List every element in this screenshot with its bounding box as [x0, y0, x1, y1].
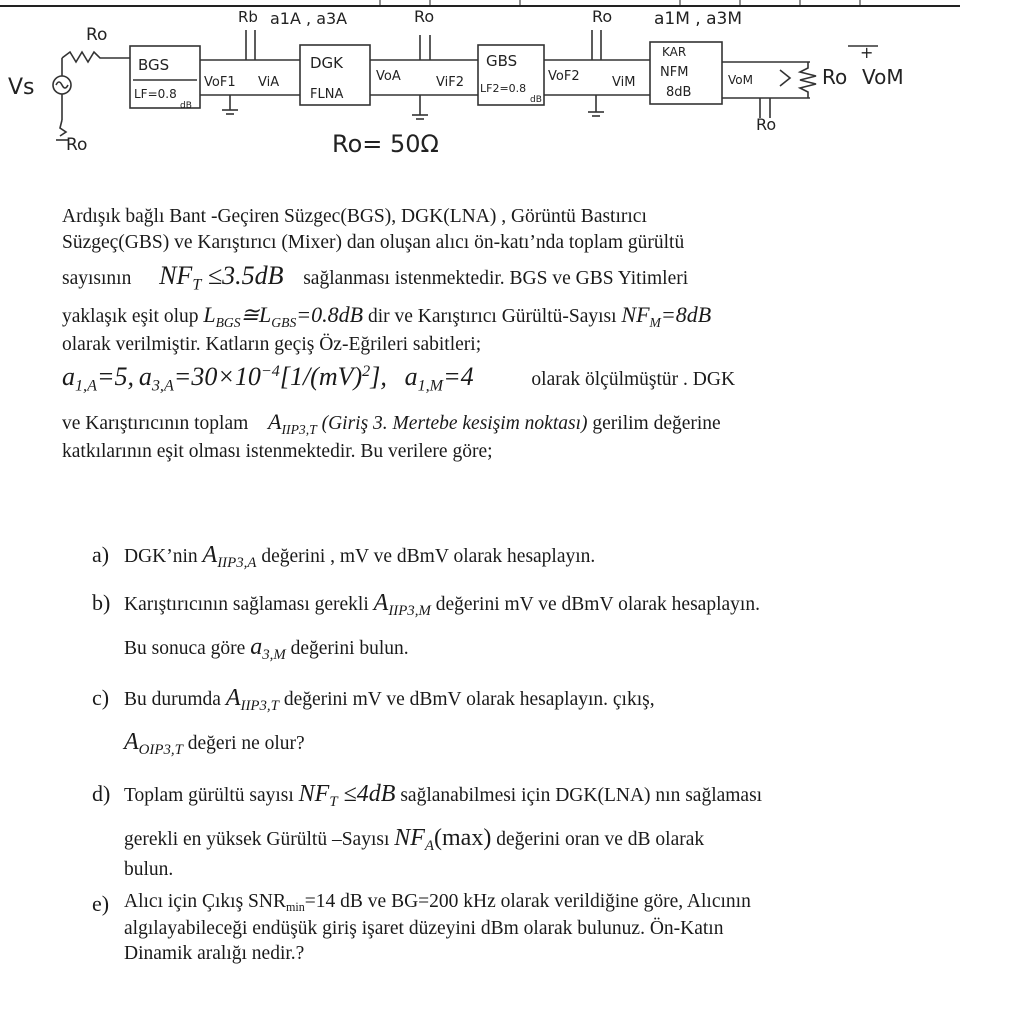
text-line: sayısının $NF_T \le 3.5dB$ sağlanması istenmektedir. BGS ve GBS Yitimleri [62, 261, 689, 295]
label-via1: ViA [258, 75, 280, 90]
a1a-value: $a_{1,A}=5$, [62, 361, 134, 395]
label-gbs: GBS [486, 52, 518, 70]
question-b: b) Karıştırıcının sağlaması gerekli $A_{IIP3,M}$ değerini mV ve dBmV olarak hesaplayın. Bu sonuca göre $a_{3,M}$ değerini bulun. [92, 589, 760, 663]
question-letter: a) [92, 542, 110, 567]
coefficient-line: $a_{1,A}=5$, $a_{3,A}=30\times 10^{-4}[1/(mV)^2]$, $a_{1,M}=4$ olarak ölçülmüştür . DGK [62, 361, 736, 395]
label-dgk: DGK [310, 54, 344, 72]
question-letter: b) [92, 589, 111, 615]
label-ro-bottom-left: Ro [66, 135, 88, 155]
label-voa: VoA [376, 69, 401, 84]
aiip3t-symbol: $A_{IIP3,T}$ [268, 408, 317, 437]
receiver-block-diagram [0, 0, 1009, 200]
a1m-value: $a_{1,M}=4$ [404, 361, 474, 395]
label-ro-right: Ro [592, 7, 613, 26]
label-nfm-value: 8dB [666, 85, 692, 100]
label-ro-mid: Ro [414, 7, 435, 26]
paragraph-1 [62, 204, 962, 397]
problem-statement [62, 204, 962, 464]
label-bgs: BGS [138, 56, 170, 74]
question-letter: c) [92, 685, 110, 711]
label-vif2: ViF2 [436, 75, 464, 90]
paragraph-2 [62, 407, 962, 465]
label-lf2: LF2=0.8 [480, 82, 527, 95]
question-letter: d) [92, 781, 111, 807]
question-c: c) Bu durumda $A_{IIP3,T}$ değerini mV ve dBmV olarak hesaplayın. çıkış, $A_{OIP3,T}$ değeri ne olur? [92, 685, 655, 759]
label-amplifier-coeffs: a1A , a3A [270, 9, 348, 28]
label-ro-bottom: Ro [756, 115, 777, 134]
label-ro-source: Ro [86, 25, 108, 45]
question-letter: e) [92, 890, 110, 916]
text-line: olarak verilmiştir. Katların geçiş Öz-Eğrileri sabitleri; [62, 334, 482, 356]
label-vom-inner: VoM [728, 73, 753, 87]
label-lf: LF=0.8 [134, 87, 177, 101]
label-vof1: VoF1 [204, 75, 236, 90]
label-vs: Vs [8, 75, 35, 100]
label-vof2: VoF2 [548, 69, 580, 84]
label-plus: + [860, 43, 874, 62]
question-a: a) DGK’nin $A_{IIP3,A}$ değerini , mV ve dBmV olarak hesaplayın. [92, 542, 596, 572]
label-lf-unit: dB [180, 101, 192, 111]
nf-mixer-equation: $NF_M=8dB$ [621, 302, 712, 331]
label-kar: KAR [662, 45, 687, 59]
question-list [92, 540, 972, 967]
question-e: e) Alıcı için Çıkış $SNR_{min}=14$ dB ve BG=200 kHz olarak verildiğine göre, Alıcının algılayabileceği endüşük giriş işaret düzeyini dBm olarak bulunuz. Ön-Katın Dinamik aralığı nedir.? [92, 890, 751, 965]
label-rb: Rb [238, 8, 258, 26]
text-line: ve Karıştırıcının toplam $A_{IIP3,T}$ (Giriş 3. Mertebe kesişim noktası) gerilim değerine [62, 408, 721, 437]
text-line: Ardışık bağlı Bant -Geçiren Süzgec(BGS), DGK(LNA) , Görüntü Bastırıcı [62, 206, 647, 227]
label-flna: FLNA [310, 87, 344, 102]
label-lf2-unit: dB [530, 95, 542, 105]
nf-total-condition: $NF_T \le 3.5dB$ [159, 261, 284, 295]
text-line: katkılarının eşit olması istenmektedir. Bu verilere göre; [62, 440, 493, 462]
loss-equation: $L_{BGS}≅L_{GBS}=0.8dB$ [203, 302, 364, 331]
text-line: Süzgeç(GBS) ve Karıştırıcı (Mixer) dan oluşan alıcı ön-katı’nda toplam gürültü [62, 231, 685, 253]
label-nfm: NFM [660, 65, 689, 80]
label-ro-equals-50: Ro= 50Ω [332, 130, 439, 158]
label-vom: VoM [862, 65, 904, 89]
question-d: d) Toplam gürültü sayısı $NF_T \le 4dB$ sağlanabilmesi için DGK(LNA) nın sağlaması gerekli en yüksek Gürültü –Sayısı $NF_A(\max)$ değerini oran ve dB olarak bulun. [92, 781, 763, 880]
a3a-value: $a_{3,A}=30\times 10^{-4}[1/(mV)^2]$, [138, 361, 387, 395]
label-mixer-coeffs: a1M , a3M [654, 9, 743, 29]
text-line: yaklaşık eşit olup $L_{BGS}≅L_{GBS}=0.8dB$ dir ve Karıştırıcı Gürültü-Sayısı $NF_M=8dB$ [62, 302, 712, 331]
label-vim: ViM [612, 75, 636, 90]
label-ro-load: Ro [822, 65, 848, 89]
